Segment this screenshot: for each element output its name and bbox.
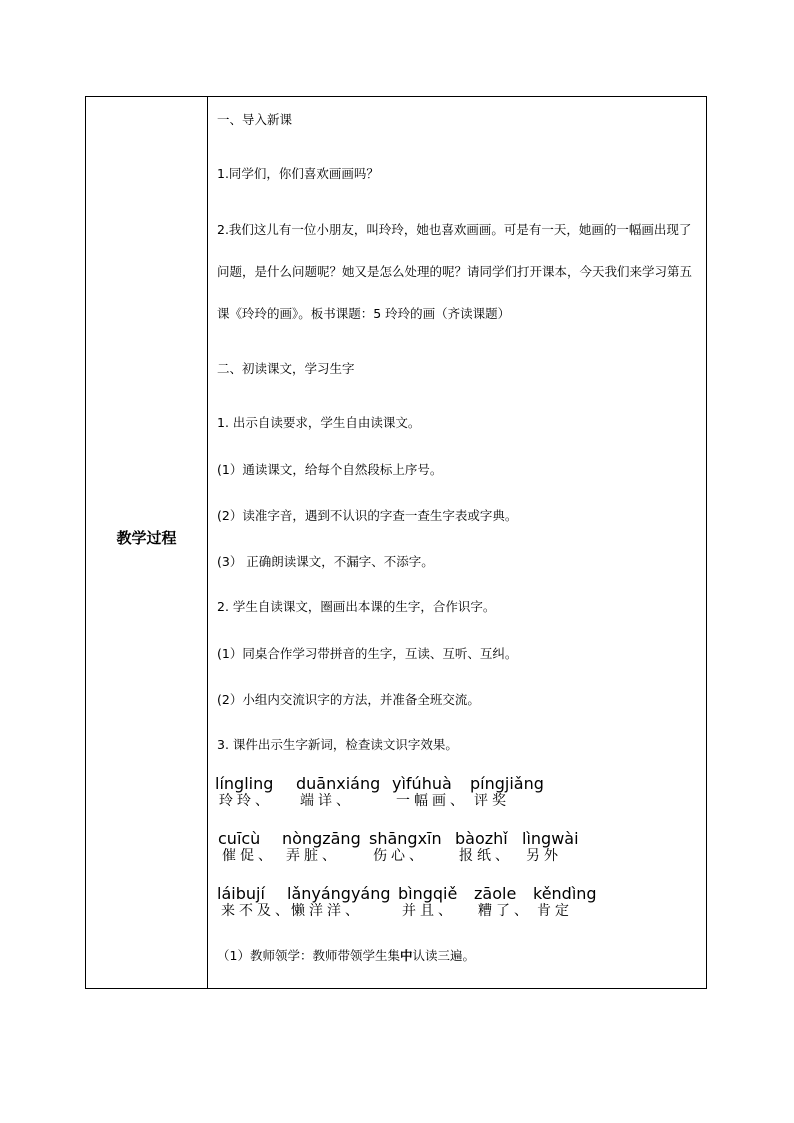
- paragraph: 1. 出示自读要求，学生自由读课文。: [217, 415, 421, 430]
- lesson-plan-table: [85, 96, 707, 989]
- pinyin-word: língling 玲玲、: [215, 774, 274, 809]
- section-title-reading: 二、初读课文，学习生字: [217, 361, 355, 376]
- paragraph-wrapped: 2.我们这儿有一位小朋友，叫玲玲，她也喜欢画画。可是有一天，她画的一幅画出现了问题，是什么问题呢？她又是怎么处理的呢？请同学们打开课本，今天我们来学习第五课《玲玲的画》。板书课题：5 玲玲的画（齐读课题）: [217, 222, 693, 321]
- row-label-cell: [86, 97, 208, 988]
- paragraph: 2. 学生自读课文，圈画出本课的生字，合作识字。: [217, 599, 496, 614]
- pinyin-word: lìngwài 另外: [522, 829, 579, 864]
- text-span: （1）教师领学：教师带领学生集: [217, 948, 400, 963]
- bold-char: 中: [399, 948, 413, 963]
- pinyin-word: shāngxīn 伤心、: [369, 829, 442, 864]
- pinyin-word: zāole 糟了、: [474, 884, 532, 919]
- section-title-intro: 一、导入新课: [217, 112, 293, 127]
- pinyin-word: píngjiǎng 评奖: [470, 774, 544, 809]
- pinyin-word: cuīcù 催促、: [218, 829, 276, 864]
- pinyin-row-2: [215, 830, 702, 874]
- paragraph: (1）通读课文，给每个自然段标上序号。: [217, 462, 443, 477]
- paragraph: (1）同桌合作学习带拼音的生字，互读、互听、互纠。: [217, 646, 518, 661]
- pinyin-word: bàozhǐ 报纸、: [455, 829, 513, 864]
- paragraph-final: [217, 949, 702, 963]
- pinyin-word: láibují 来不及、: [217, 884, 293, 919]
- text-span: 认读三遍。: [412, 948, 475, 963]
- paragraph: (2）读准字音，遇到不认识的字查一查生字表或字典。: [217, 508, 518, 523]
- row-label: 教学过程: [116, 529, 177, 547]
- paragraph: 1.同学们，你们喜欢画画吗？: [217, 166, 379, 181]
- pinyin-word: nòngzāng 弄脏、: [282, 829, 361, 864]
- pinyin-word: yìfúhuà 一幅画、: [392, 774, 468, 809]
- paragraph: (2）小组内交流识字的方法，并准备全班交流。: [217, 692, 480, 707]
- pinyin-word: lǎnyángyáng 懒洋洋、: [287, 884, 391, 919]
- pinyin-word: kěndìng 肯定: [533, 884, 597, 919]
- pinyin-row-3: [215, 885, 702, 929]
- paragraph: 3. 课件出示生字新词，检查读文识字效果。: [217, 737, 458, 752]
- content-cell: [209, 97, 706, 988]
- paragraph: (3） 正确朗读课文，不漏字、不添字。: [217, 554, 434, 569]
- pinyin-word: bìngqiě 并且、: [398, 884, 458, 919]
- pinyin-row-1: [215, 775, 702, 819]
- pinyin-word: duānxiáng 端详、: [296, 774, 381, 809]
